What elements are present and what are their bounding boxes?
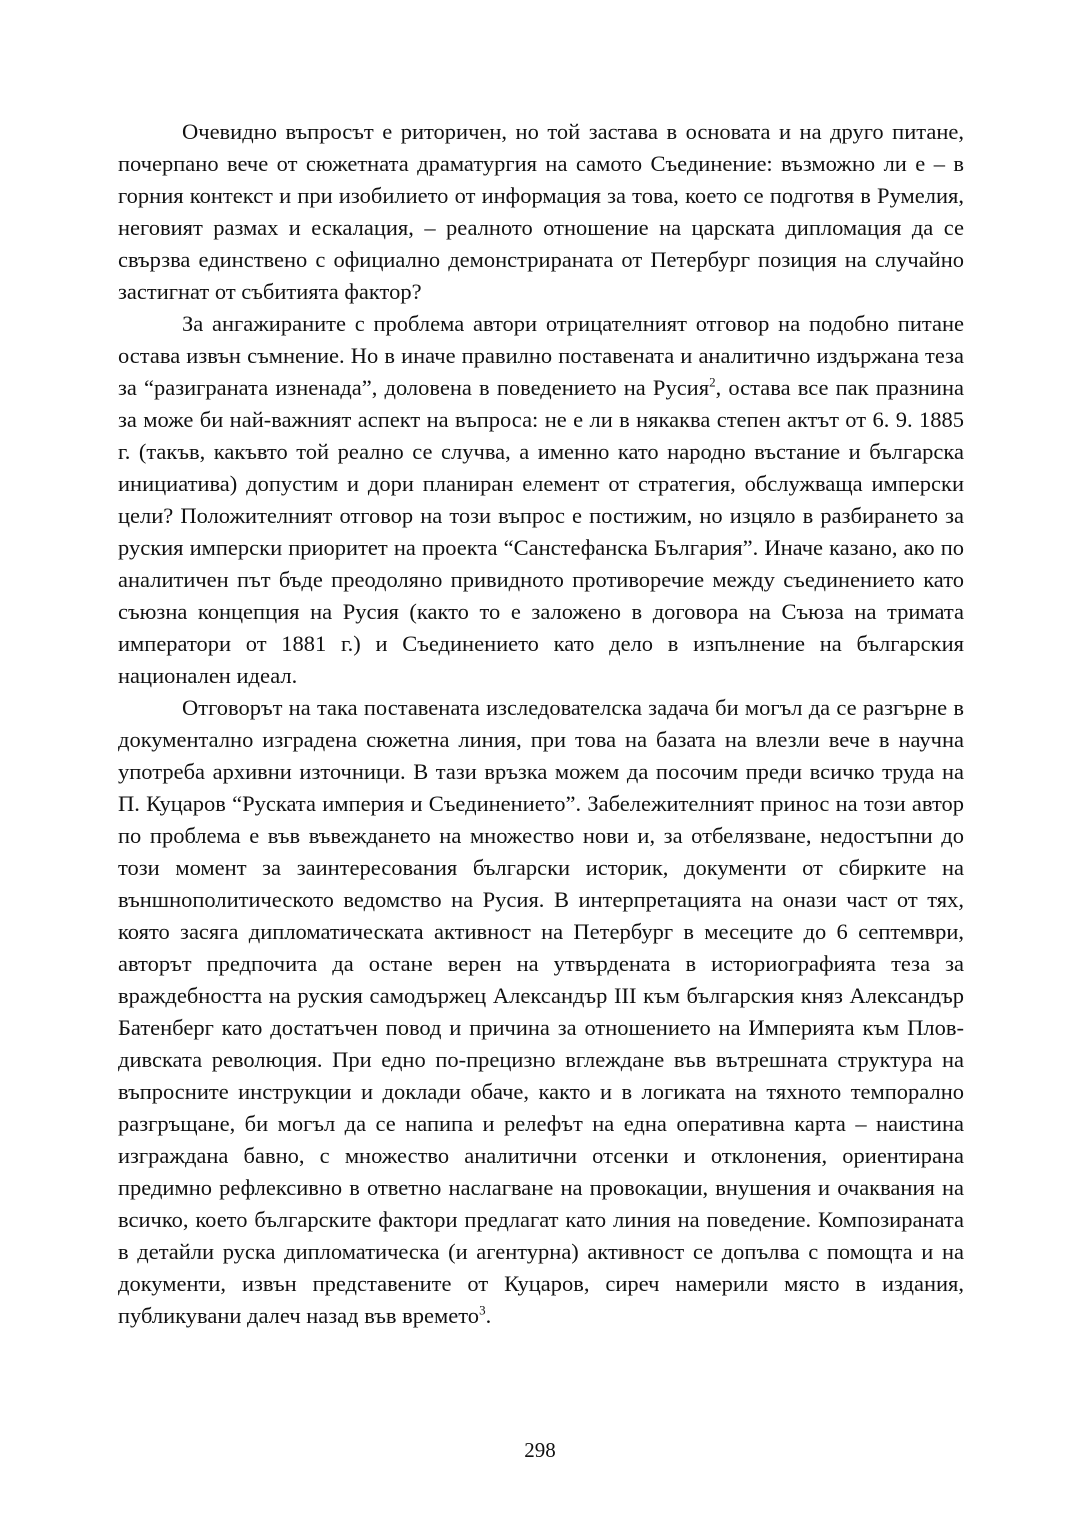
page-number: 298 [524, 1438, 556, 1462]
paragraph-2 [118, 308, 964, 692]
paragraph-3-text-start: Отговорът на така поставената изследователска задача би могъл да се разгърне в документално изградена сюжетна линия, при това на базата на влезли вече в научна употреба архивни източници. В тази връзка можем да посочим преди всичко труда на П. Куцаров “Руската империя и Съединението”. Забележителният принос на този автор по проблема е във въвеждането на множество нови и, за отбелязване, недостъпни до този момент за заинтересования български историк, документи от сбирките на външнополитическото ведомство на Русия. В интерпретацията на онази част от тях, която засяга дипломатическата активност на Петербург в месеците до 6 септември, авторът предпочита да остане верен на утвърдената в историографията теза за враждебността на руския самодържец Александър III към българския княз Александър Батенберг като достатъчен повод и причина за отношението на Империята към Пловдивската революция. При едно по-прецизно вглеждане във вътрешната структура на въпросните инструкции и доклади обаче, както и в логиката на тяхното темпорално разгръщане, би могъл да се напипа и релефът на една оперативна карта – наистина изграждана бавно, с множество аналитични отсенки и отклонения, ориентирана предимно рефлексивно в ответно наслагване на провокации, внушения и очаквания на всичко, което българските фактори предлагат като линия на поведение. Композираната в детайли руска дипломатическа (и агентурна) активност се допълва с помощта и на документи, извън представените от Куцаров, сиреч намерили място в издания, публикувани далеч назад във времето [118, 695, 964, 1328]
paragraph-2-text-start: За ангажираните с проблема автори отрицателният отговор на подобно питане остава извън съмнение. Но в иначе правилно поставената и аналитично издържана теза за “разиграната изненада”, доловена в поведението на Русия [118, 311, 964, 400]
paragraph-3 [118, 692, 964, 1332]
paragraph-3-text-end: . [485, 1303, 492, 1328]
document-page [118, 116, 964, 1332]
footnote-marker-3: 3 [479, 1302, 486, 1318]
paragraph-2-text-end: , остава все пак празнина за може би най-важният аспект на въпроса: не е ли в някаква степен актът от 6. 9. 1885 г. (такъв, какъвто той реално се случва, а именно като народно въстание и българска инициатива) допустим и дори планиран елемент от стратегия, обслужваща имперски цели? Положителният отговор на този въпрос е постижим, но изцяло в разбирането за руския имперски приоритет на проекта “Санстефанска България”. Иначе казано, ако по аналитичен път бъде преодоляно привидното противоречие между съединението като съюзна концепция на Русия (както то е заложено в договора на Съюза на тримата императори от 1881 г.) и Съединението като дело в изпълнение на българския национален идеал. [118, 375, 964, 688]
paragraph-1-text: Очевидно въпросът е риторичен, но той застава в основата и на друго питане, почерпано вече от сюжетната драматургия на самото Съединение: възможно ли е – в горния контекст и при изобилието от информация за това, което се подготвя в Румелия, неговият размах и ескалация, – реалното отношение на царската дипломация да се свързва единствено с официално демонстрираната от Петербург позиция на случайно застигнат от събитията фактор? [118, 119, 964, 304]
footnote-marker-2: 2 [709, 374, 716, 390]
paragraph-1 [118, 116, 964, 308]
